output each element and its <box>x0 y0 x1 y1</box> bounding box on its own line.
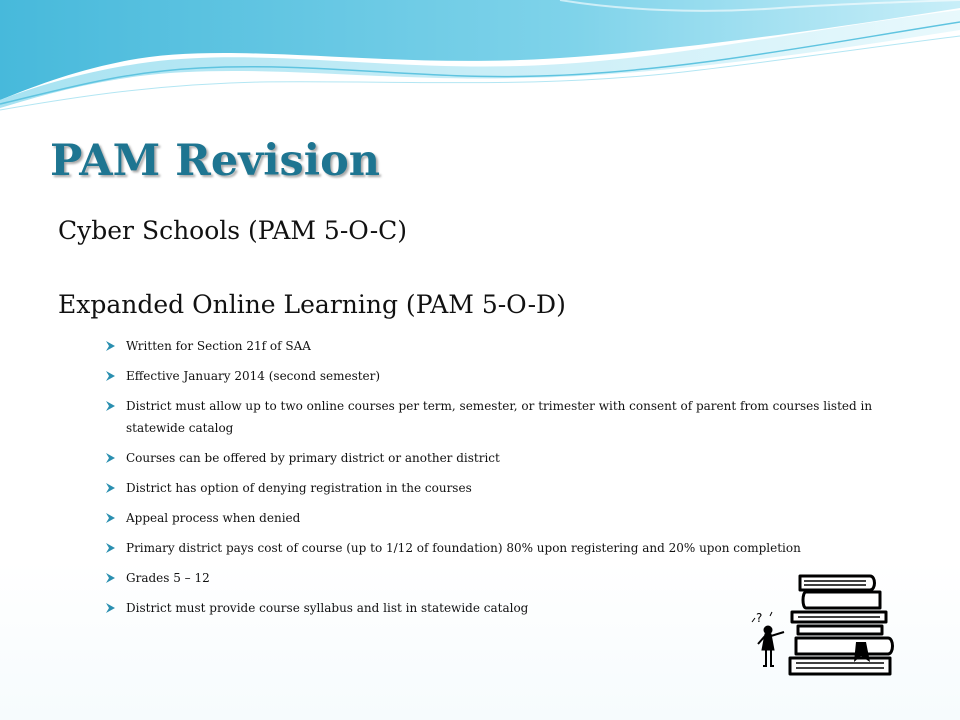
bullet-text: Courses can be offered by primary district or another district <box>126 451 500 465</box>
arrowhead-bullet-icon <box>104 567 118 589</box>
bullet-text: District has option of denying registration in the courses <box>126 481 472 495</box>
arrowhead-bullet-icon <box>104 365 118 387</box>
bullet-text: Primary district pays cost of course (up to 1/12 of foundation) 80% upon registering and 20% upon completion <box>126 541 801 555</box>
bullet-text: District must allow up to two online courses per term, semester, or trimester with consent of parent from courses listed in statewide catalog <box>126 399 873 435</box>
bullet-text: Grades 5 – 12 <box>126 571 210 585</box>
bullet-text: Written for Section 21f of SAA <box>126 339 311 353</box>
bullet-text: District must provide course syllabus and list in statewide catalog <box>126 601 529 615</box>
books-stack-student-icon <box>748 570 896 682</box>
heading-cyber-schools: Cyber Schools (PAM 5-O-C) <box>58 216 408 245</box>
bullet-text: Effective January 2014 (second semester) <box>126 369 381 383</box>
wave-decoration <box>0 0 960 130</box>
arrowhead-bullet-icon <box>104 395 118 417</box>
bullet-item <box>104 447 924 469</box>
arrowhead-bullet-icon <box>104 507 118 529</box>
svg-text:?: ? <box>756 611 763 625</box>
bullet-item <box>104 537 924 559</box>
arrowhead-bullet-icon <box>104 447 118 469</box>
arrowhead-bullet-icon <box>104 477 118 499</box>
slide-title: PAM Revision <box>50 136 381 186</box>
bullet-item <box>104 395 924 439</box>
heading-expanded-online-learning: Expanded Online Learning (PAM 5-O-D) <box>58 290 566 319</box>
bullet-item <box>104 507 924 529</box>
arrowhead-bullet-icon <box>104 537 118 559</box>
bullet-item <box>104 477 924 499</box>
bullet-text: Appeal process when denied <box>126 511 301 525</box>
bullet-item <box>104 335 924 357</box>
bullet-item <box>104 365 924 387</box>
arrowhead-bullet-icon <box>104 335 118 357</box>
arrowhead-bullet-icon <box>104 597 118 619</box>
